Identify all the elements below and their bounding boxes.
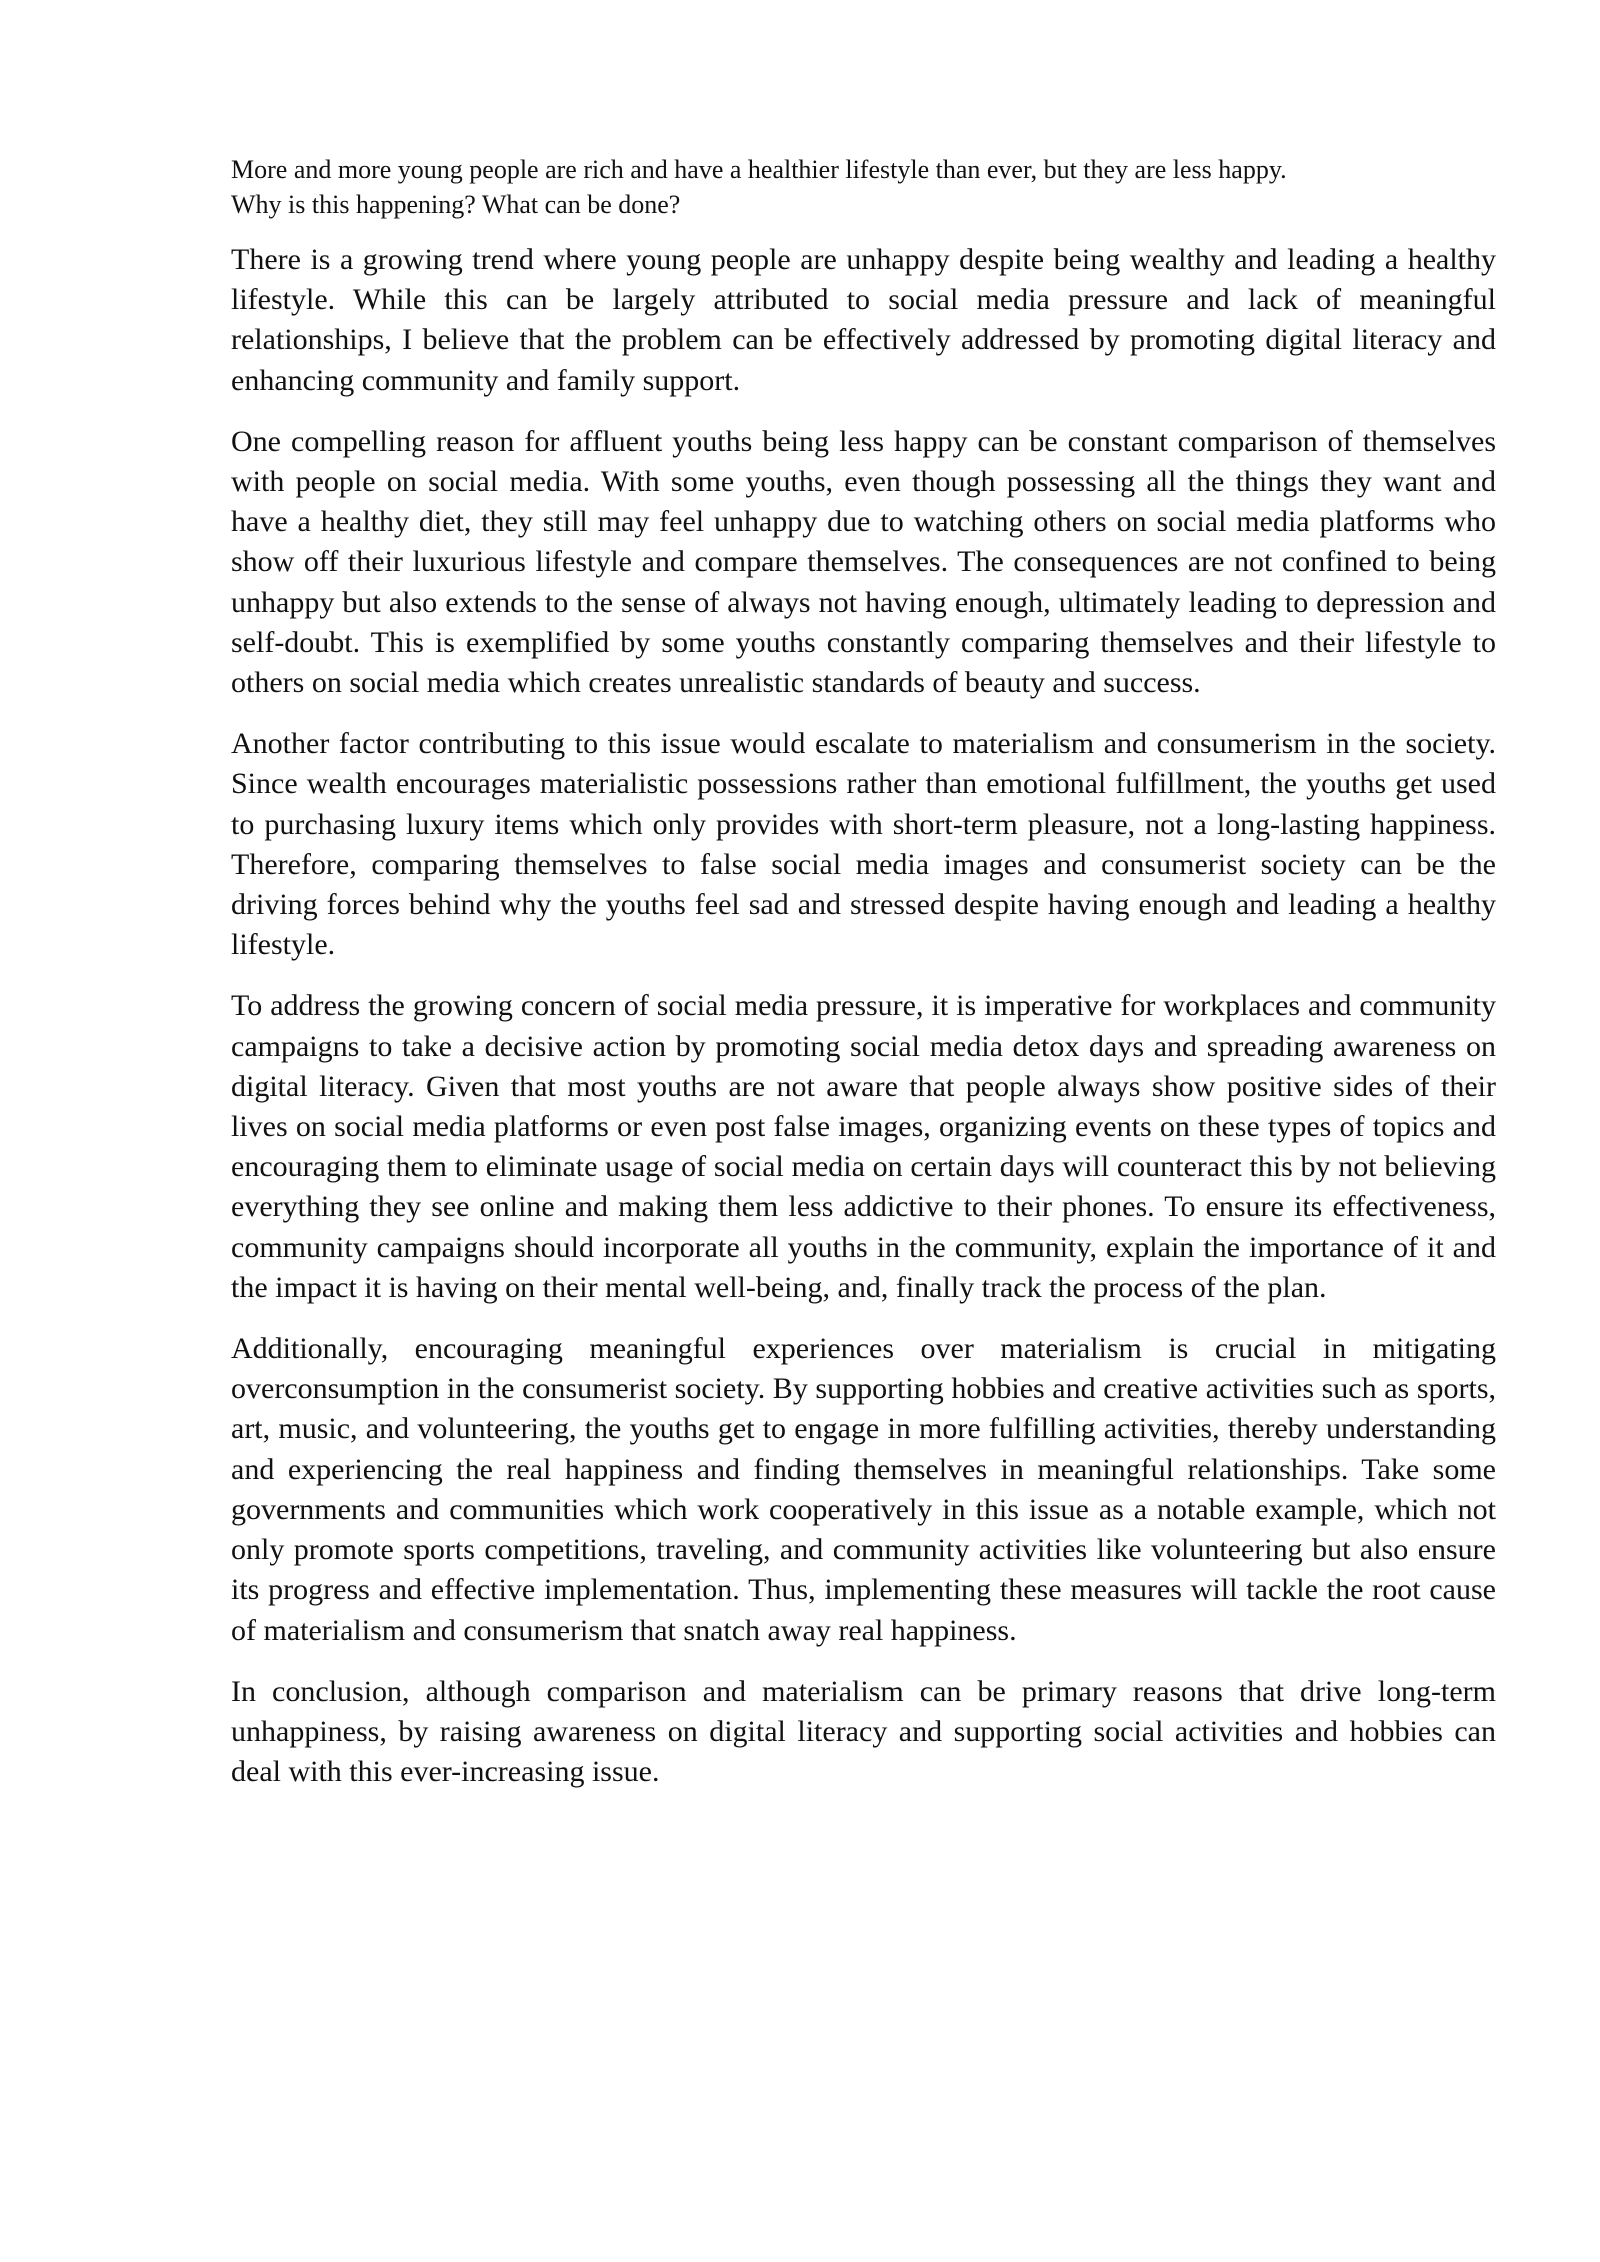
paragraph-reason-social-media: One compelling reason for affluent youths being less happy can be constant comparison of themselves with people on social media. With some youths, even though possessing all the things they want and have a healthy diet, they still may feel unhappy due to watching others on social media platforms who show off their luxurious lifestyle and compare themselves. The consequences are not confined to being unhappy but also extends to the sense of always not having enough, ultimately leading to depression and self-doubt. This is exemplified by some youths constantly comparing themselves and their lifestyle to others on social media which creates unrealistic standards of beauty and success. (231, 424, 1496, 700)
paragraph-introduction: There is a growing trend where young people are unhappy despite being wealthy and leading a healthy lifestyle. While this can be largely attributed to social media pressure and lack of meaningful relationships, I believe that the problem can be effectively addressed by promoting digital literacy and enhancing community and family support. (231, 243, 1496, 397)
paragraph-reason-materialism: Another factor contributing to this issue would escalate to materialism and consumerism in the society. Since wealth encourages materialistic possessions rather than emotional fulfillment, the youths get used to purchasing luxury items which only provides with short-term pleasure, not a long-lasting happiness. Therefore, comparing themselves to false social media images and consumerist society can be the driving forces behind why the youths feel sad and stressed despite having enough and leading a healthy lifestyle. (231, 727, 1496, 962)
essay-body (231, 240, 1496, 1792)
prompt-line-1: More and more young people are rich and have a healthier lifestyle than ever, but they are less happy. (231, 155, 1287, 184)
paragraph-solution-meaningful-experiences: Additionally, encouraging meaningful experiences over materialism is crucial in mitigating overconsumption in the consumerist society. By supporting hobbies and creative activities such as sports, art, music, and volunteering, the youths get to engage in more fulfilling activities, thereby understanding and experiencing the real happiness and finding themselves in meaningful relationships. Take some governments and communities which work cooperatively in this issue as a notable example, which not only promote sports competitions, traveling, and community activities like volunteering but also ensure its progress and effective implementation. Thus, implementing these measures will tackle the root cause of materialism and consumerism that snatch away real happiness. (231, 1332, 1496, 1647)
document-content (231, 152, 1496, 1813)
prompt-line-2: Why is this happening? What can be done? (231, 190, 681, 219)
paragraph-conclusion: In conclusion, although comparison and materialism can be primary reasons that drive long-term unhappiness, by raising awareness on digital literacy and supporting social activities and hobbies can deal with this ever-increasing issue. (231, 1674, 1496, 1789)
essay-prompt (231, 152, 1496, 222)
paragraph-solution-digital-literacy: To address the growing concern of social media pressure, it is imperative for workplaces and community campaigns to take a decisive action by promoting social media detox days and spreading awareness on digital literacy. Given that most youths are not aware that people always show positive sides of their lives on social media platforms or even post false images, organizing events on these types of topics and encouraging them to eliminate usage of social media on certain days will counteract this by not believing everything they see online and making them less addictive to their phones. To ensure its effectiveness, community campaigns should incorporate all youths in the community, explain the importance of it and the impact it is having on their mental well-being, and, finally track the process of the plan. (231, 989, 1496, 1304)
